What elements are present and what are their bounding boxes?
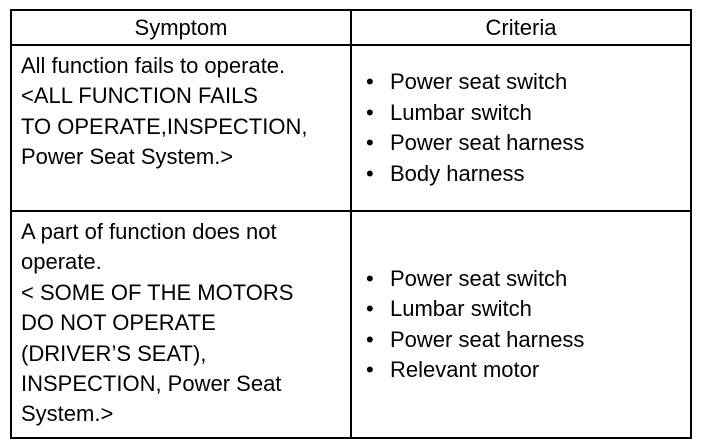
criteria-list: [366, 67, 690, 189]
symptom-text-line: A part of function does not: [21, 219, 277, 244]
criteria-item: [366, 98, 690, 129]
symptom-cell: [11, 211, 351, 438]
bullet-icon: •: [366, 357, 374, 382]
criteria-item: [366, 128, 690, 159]
criteria-item-label: Power seat switch: [390, 265, 568, 291]
symptom-criteria-table: [10, 9, 692, 439]
criteria-item: [366, 325, 690, 356]
symptom-text-line: TO OPERATE,INSPECTION,: [21, 113, 308, 139]
symptom-text-line: INSPECTION, Power Seat: [21, 371, 282, 397]
bullet-icon: •: [366, 99, 374, 125]
symptom-text-line: DO NOT OPERATE: [21, 310, 216, 336]
criteria-item: [366, 294, 690, 325]
symptom-header: Symptom: [11, 10, 351, 45]
criteria-item-label: Power seat switch: [390, 69, 568, 94]
bullet-icon: •: [366, 326, 374, 352]
criteria-item: [366, 159, 690, 190]
table-row: [11, 45, 691, 211]
symptom-text-line: <ALL FUNCTION FAILS: [21, 83, 258, 109]
criteria-cell: [351, 211, 691, 438]
bullet-icon: •: [366, 130, 374, 155]
symptom-text-line: All function fails to operate.: [21, 53, 286, 78]
criteria-item: [366, 355, 690, 386]
symptom-text-line: operate.: [21, 249, 102, 275]
symptom-text-line: (DRIVER’S SEAT),: [21, 340, 207, 366]
table-row: [11, 211, 691, 438]
criteria-header: Criteria: [351, 10, 691, 45]
criteria-item-label: Power seat harness: [390, 130, 585, 155]
criteria-item-label: Power seat harness: [390, 326, 585, 352]
criteria-item-label: Relevant motor: [390, 357, 540, 382]
symptom-text-line: < SOME OF THE MOTORS: [21, 279, 294, 305]
symptom-text-line: System.>: [21, 401, 114, 427]
criteria-item: [366, 67, 690, 98]
bullet-icon: •: [366, 296, 374, 321]
criteria-item-label: Lumbar switch: [390, 296, 532, 321]
symptom-text-line: Power Seat System.>: [21, 144, 234, 170]
criteria-cell: [351, 45, 691, 211]
bullet-icon: •: [366, 265, 374, 291]
symptom-cell: [11, 45, 351, 211]
bullet-icon: •: [366, 69, 374, 94]
criteria-item-label: Body harness: [390, 160, 525, 186]
bullet-icon: •: [366, 160, 374, 186]
criteria-item: [366, 264, 690, 295]
criteria-list: [366, 264, 690, 386]
header-row: [11, 10, 691, 45]
criteria-item-label: Lumbar switch: [390, 99, 532, 125]
